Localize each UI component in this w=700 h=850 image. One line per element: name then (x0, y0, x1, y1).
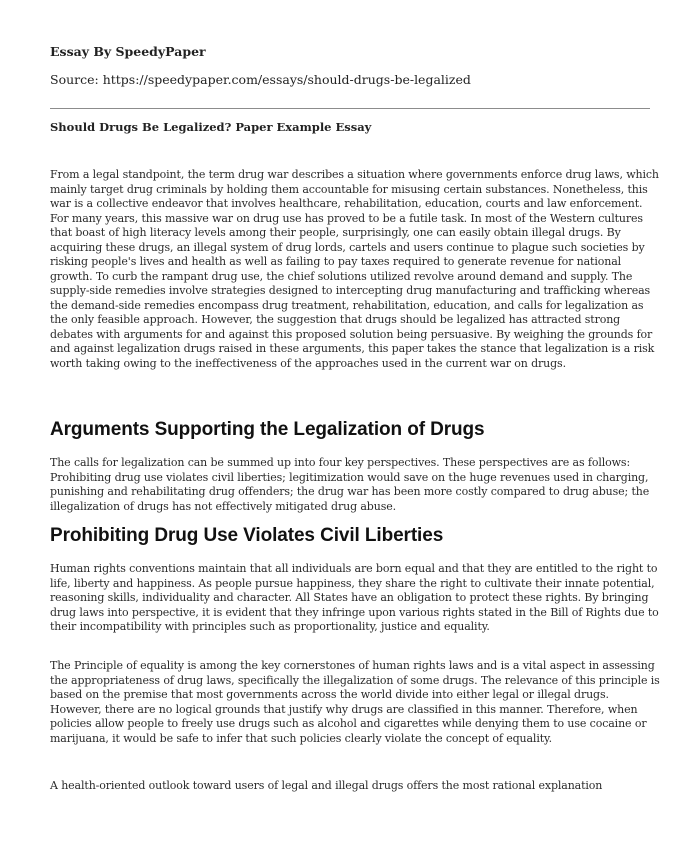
arguments-paragraph: The calls for legalization can be summed up into four key perspectives. These perspectives are as follows: Prohibiting drug use violates civil liberties; legitimization would save on the huge revenues used in charging, punishing and rehabilitating drug offenders; the drug war has been more costly compared to drug abuse; the illegalization of drugs has not effectively mitigated drug abuse. (50, 456, 650, 513)
civil-liberties-paragraph-2: The Principle of equality is among the key cornerstones of human rights laws and is a vital aspect in assessing the appropriateness of drug laws, specifically the illegalization of some drugs. The relevance of this principle is based on the premise that most governments across the world divide into either legal or illegal drugs. However, there are no logical grounds that justify why drugs are classified in this manner. Therefore, when policies allow people to freely use drugs such as alcohol and cigarettes while denying them to use cocaine or marijuana, it would be safe to infer that such policies clearly violate the concept of equality. (50, 659, 660, 745)
section-heading-civil-liberties: Prohibiting Drug Use Violates Civil Liberties (50, 525, 444, 546)
document-title: Should Drugs Be Legalized? Paper Example Essay (50, 120, 372, 134)
section-heading-arguments: Arguments Supporting the Legalization of Drugs (50, 419, 485, 440)
essay-author-line: Essay By SpeedyPaper (50, 44, 206, 59)
header-divider (50, 108, 650, 109)
source-line: Source: https://speedypaper.com/essays/should-drugs-be-legalized (50, 72, 471, 87)
civil-liberties-paragraph-3: A health-oriented outlook toward users of legal and illegal drugs offers the most rational explanation (50, 779, 603, 792)
civil-liberties-paragraph-1: Human rights conventions maintain that all individuals are born equal and that they are entitled to the right to life, liberty and happiness. As people pursue happiness, they share the right to cultivate their innate potential, reasoning skills, individuality and character. All States have an obligation to protect these rights. By bringing drug laws into perspective, it is evident that they infringe upon various rights stated in the Bill of Rights due to their incompatibility with principles such as proportionality, justice and equality. (50, 562, 659, 633)
intro-paragraph: From a legal standpoint, the term drug war describes a situation where governments enforce drug laws, which mainly target drug criminals by holding them accountable for misusing certain substances. Nonetheless, this war is a collective endeavor that involves healthcare, rehabilitation, education, courts and law enforcement. For many years, this massive war on drug use has proved to be a futile task. In most of the Western cultures that boast of high literacy levels among their people, surprisingly, one can easily obtain illegal drugs. By acquiring these drugs, an illegal system of drug lords, cartels and users continue to plague such societies by risking people's lives and health as well as failing to pay taxes required to generate revenue for national growth. To curb the rampant drug use, the chief solutions utilized revolve around demand and supply. The supply-side remedies involve strategies designed to intercepting drug manufacturing and trafficking whereas the demand-side remedies encompass drug treatment, rehabilitation, education, and calls for legalization as the only feasible approach. However, the suggestion that drugs should be legalized has attracted strong debates with arguments for and against this proposed solution being persuasive. By weighing the grounds for and against legalization drugs raised in these arguments, this paper takes the stance that legalization is a risk worth taking owing to the ineffectiveness of the approaches used in the current war on drugs. (50, 168, 659, 370)
